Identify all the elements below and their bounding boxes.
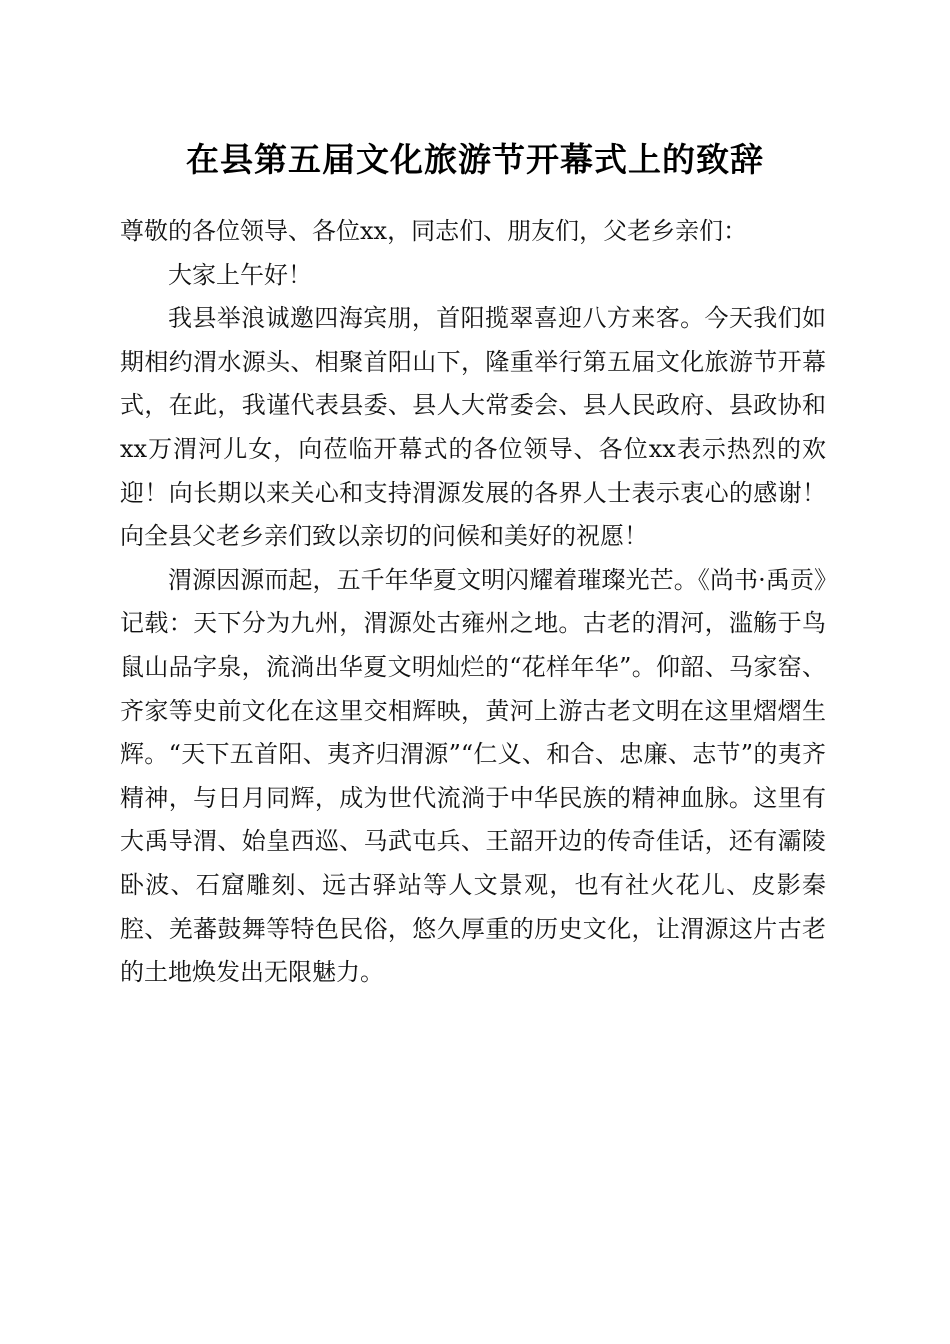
salutation: 尊敬的各位领导、各位xx，同志们、朋友们，父老乡亲们： [120, 217, 748, 245]
history-paragraph: 渭源因源而起，五千年华夏文明闪耀着璀璨光芒。《尚书·禹贡》记载：天下分为九州，渭源处古雍州之地。古老的渭河，滥觞于鸟鼠山品字泉，流淌出华夏文明灿烂的“花样年华”。仰韶、马家窑、齐家等史前文化在这里交相辉映，黄河上游古老文明在这里熠熠生辉。“天下五首阳、夷齐归渭源”“仁义、和合、忠廉、志节”的夷齐精神，与日月同辉，成为世代流淌于中华民族的精神血脉。这里有大禹导渭、始皇西巡、马武屯兵、王韶开边的传奇佳话，还有灞陵卧波、石窟雕刻、远古驿站等人文景观，也有社火花儿、皮影秦腔、羌蕃鼓舞等特色民俗，悠久厚重的历史文化，让渭源这片古老的土地焕发出无限魅力。 [120, 565, 826, 987]
greeting-paragraph: 大家上午好！ [168, 260, 312, 289]
welcome-paragraph: 我县举浪诚邀四海宾朋，首阳揽翠喜迎八方来客。今天我们如期相约渭水源头、相聚首阳山下，隆重举行第五届文化旅游节开幕式，在此，我谨代表县委、县人大常委会、县人民政府、县政协和xx万渭河儿女，向莅临开幕式的各位领导、各位xx表示热烈的欢迎！向长期以来关心和支持渭源发展的各界人士表示衷心的感谢！向全县父老乡亲们致以亲切的问候和美好的祝愿！ [120, 304, 826, 551]
document-body [120, 210, 826, 995]
page-title: 在县第五届文化旅游节开幕式上的致辞 [186, 140, 764, 179]
